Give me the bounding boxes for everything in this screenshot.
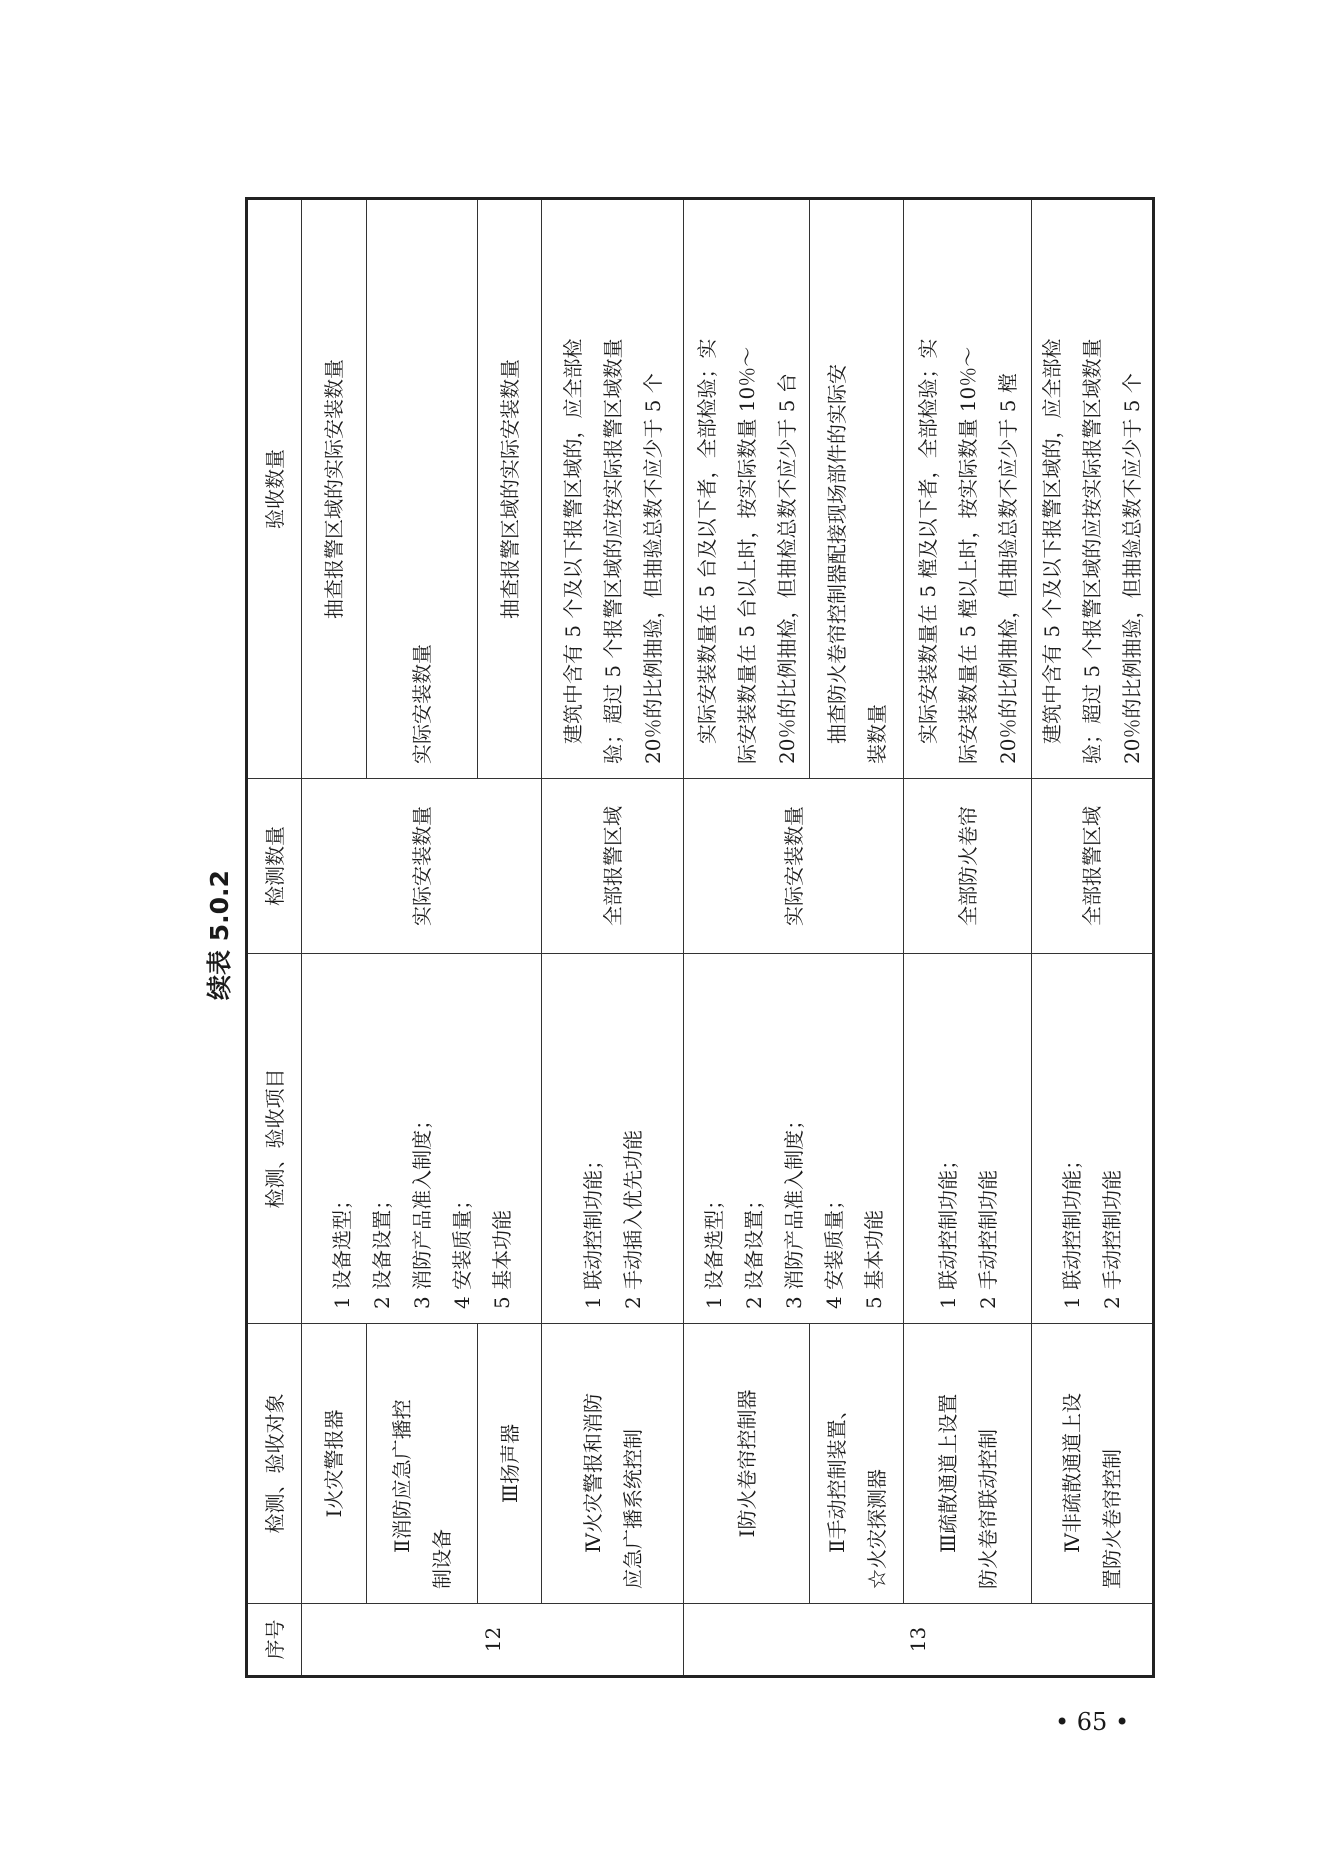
table-row (302, 199, 367, 1677)
detect-qty-cell: 实际安装数量 (684, 779, 904, 954)
detect-qty-cell: 全部报警区域 (542, 779, 684, 954)
items-cell: 1 联动控制功能； 2 手动控制功能 (904, 954, 1032, 1324)
detect-qty-cell: 全部防火卷帘 (904, 779, 1032, 954)
items-cell: 1 联动控制功能； 2 手动插入优先功能 (542, 954, 684, 1324)
object-cell: Ⅰ防火卷帘控制器 (684, 1324, 810, 1604)
table-row (1032, 199, 1154, 1677)
object-cell: Ⅰ火灾警报器 (302, 1324, 367, 1604)
table-header-row (247, 199, 302, 1677)
seq-cell: 13 (684, 1604, 1154, 1677)
detect-qty-cell: 实际安装数量 (302, 779, 542, 954)
accept-qty-cell: 抽查报警区域的实际安装数量 (302, 199, 367, 779)
table-row (542, 199, 684, 1677)
page-number: • 65 • (1055, 1708, 1130, 1736)
header-detect-qty: 检测数量 (247, 779, 302, 954)
object-cell: Ⅱ手动控制装置、 ☆火灾探测器 (810, 1324, 904, 1604)
acceptance-table (245, 197, 1155, 1678)
accept-qty-cell: 实际安装数量在 5 樘及以下者，全部检验；实 际安装数量在 5 樘以上时，按实际数量 10％～ 20％的比例抽检，但抽验总数不应少于 5 樘 (904, 199, 1032, 779)
header-seq: 序号 (247, 1604, 302, 1677)
accept-qty-cell: 抽查报警区域的实际安装数量 (478, 199, 542, 779)
object-cell: Ⅳ火灾警报和消防 应急广播系统控制 (542, 1324, 684, 1604)
header-accept-qty: 验收数量 (247, 199, 302, 779)
table-row (684, 199, 810, 1677)
detect-qty-cell: 全部报警区域 (1032, 779, 1154, 954)
object-cell: Ⅲ疏散通道上设置 防火卷帘联动控制 (904, 1324, 1032, 1604)
items-cell: 1 设备选型； 2 设备设置； 3 消防产品准入制度； 4 安装质量； 5 基本功能 (302, 954, 542, 1324)
object-cell: Ⅱ消防应急广播控 制设备 (367, 1324, 478, 1604)
items-cell: 1 联动控制功能； 2 手动控制功能 (1032, 954, 1154, 1324)
table-row (904, 199, 1032, 1677)
items-cell: 1 设备选型； 2 设备设置； 3 消防产品准入制度； 4 安装质量； 5 基本功能 (684, 954, 904, 1324)
object-cell: Ⅳ非疏散通道上设 置防火卷帘控制 (1032, 1324, 1154, 1604)
seq-cell: 12 (302, 1604, 684, 1677)
accept-qty-cell: 抽查防火卷帘控制器配接现场部件的实际安 装数量 (810, 199, 904, 779)
object-cell: Ⅲ扬声器 (478, 1324, 542, 1604)
acceptance-table-wrap (245, 200, 1148, 1678)
table-title: 续表 5.0.2 (205, 870, 234, 1000)
accept-qty-cell: 实际安装数量在 5 台及以下者，全部检验；实 际安装数量在 5 台以上时，按实际数量 10％～ 20％的比例抽检，但抽检总数不应少于 5 台 (684, 199, 810, 779)
header-items: 检测、验收项目 (247, 954, 302, 1324)
accept-qty-cell: 建筑中含有 5 个及以下报警区域的，应全部检 验；超过 5 个报警区域的应按实际报警区域数量 20％的比例抽验，但抽验总数不应少于 5 个 (542, 199, 684, 779)
accept-qty-cell: 实际安装数量 (367, 199, 478, 779)
accept-qty-cell: 建筑中含有 5 个及以下报警区域的，应全部检 验；超过 5 个报警区域的应按实际报警区域数量 20％的比例抽验，但抽验总数不应少于 5 个 (1032, 199, 1154, 779)
header-object: 检测、验收对象 (247, 1324, 302, 1604)
